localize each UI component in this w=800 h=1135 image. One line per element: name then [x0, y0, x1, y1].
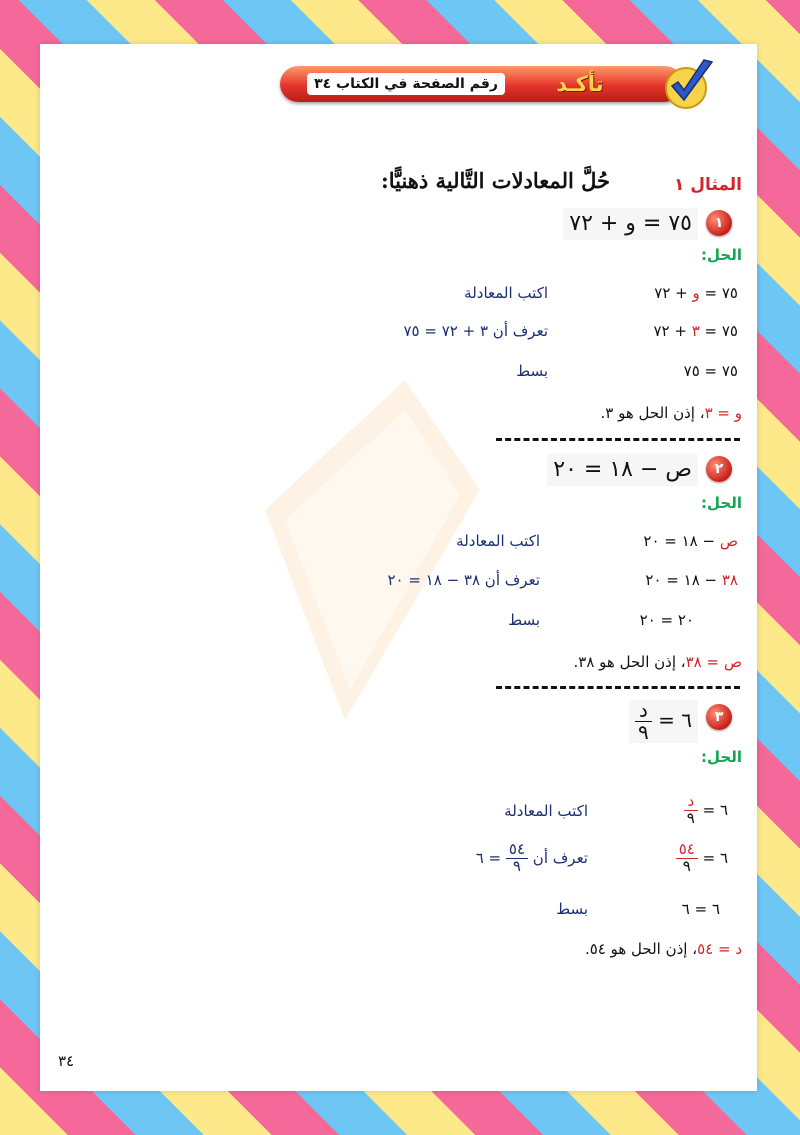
section-divider [496, 438, 740, 441]
solution-label: الحل: [701, 748, 742, 766]
problem-conclusion: د = ٥٤، إذن الحل هو ٥٤. [584, 940, 742, 958]
example-label: المثال ١ [674, 175, 742, 195]
book-watermark-icon [255, 370, 485, 730]
step-equation: $\frac{٥٤}{٩}$ = ٦ [676, 842, 728, 875]
problem-equation: $\frac{\text{د}}{٩}$ = ٦ [629, 700, 698, 743]
problem-number-badge: ٢ [706, 456, 732, 482]
problem-equation: ص − ١٨ = ٢٠ [547, 454, 698, 486]
step-reason: اكتب المعادلة [456, 532, 540, 550]
step-reason: اكتب المعادلة [464, 284, 548, 302]
problem-number-badge: ١ [706, 210, 732, 236]
step-reason: تعرف أن ٣ + ٧٢ = ٧٥ [403, 322, 548, 340]
step-reason: بسط [516, 362, 548, 380]
step-reason: بسط [556, 900, 588, 918]
step-equation: ص − ١٨ = ٢٠ [643, 532, 738, 550]
page-number: ٣٤ [58, 1052, 75, 1070]
step-reason: تعرف أن ٣٨ − ١٨ = ٢٠ [387, 571, 540, 589]
step-equation: ٧٥ = و + ٧٢ [654, 284, 738, 302]
solution-label: الحل: [701, 246, 742, 264]
step-equation: ٧٥ = ٣ + ٧٢ [653, 322, 738, 340]
step-reason: تعرف أن $\frac{٥٤}{٩}$ = ٦ [475, 840, 588, 875]
problem-conclusion: ص = ٣٨، إذن الحل هو ٣٨. [573, 653, 742, 671]
check-title: تأكـد [556, 72, 604, 96]
step-equation: $\frac{\text{د}}{٩}$ = ٦ [684, 794, 728, 827]
problem-number-badge: ٣ [706, 704, 732, 730]
step-equation: ٦ = ٦ [681, 900, 720, 918]
section-divider [496, 686, 740, 689]
step-reason: بسط [508, 611, 540, 629]
page-reference: رقم الصفحة في الكتاب ٣٤ [307, 73, 505, 95]
checkmark-icon [660, 56, 716, 112]
solution-label: الحل: [701, 494, 742, 512]
problem-conclusion: و = ٣، إذن الحل هو ٣. [600, 404, 742, 422]
check-header-bar [280, 66, 683, 102]
instruction-text: حُلَّ المعادلات التَّالية ذهنيًّا: [380, 168, 610, 193]
problem-equation: ٧٥ = و + ٧٢ [563, 208, 698, 240]
step-equation: ٣٨ − ١٨ = ٢٠ [645, 571, 738, 589]
step-equation: ٢٠ = ٢٠ [639, 611, 694, 629]
step-equation: ٧٥ = ٧٥ [683, 362, 738, 380]
step-reason: اكتب المعادلة [504, 802, 588, 820]
